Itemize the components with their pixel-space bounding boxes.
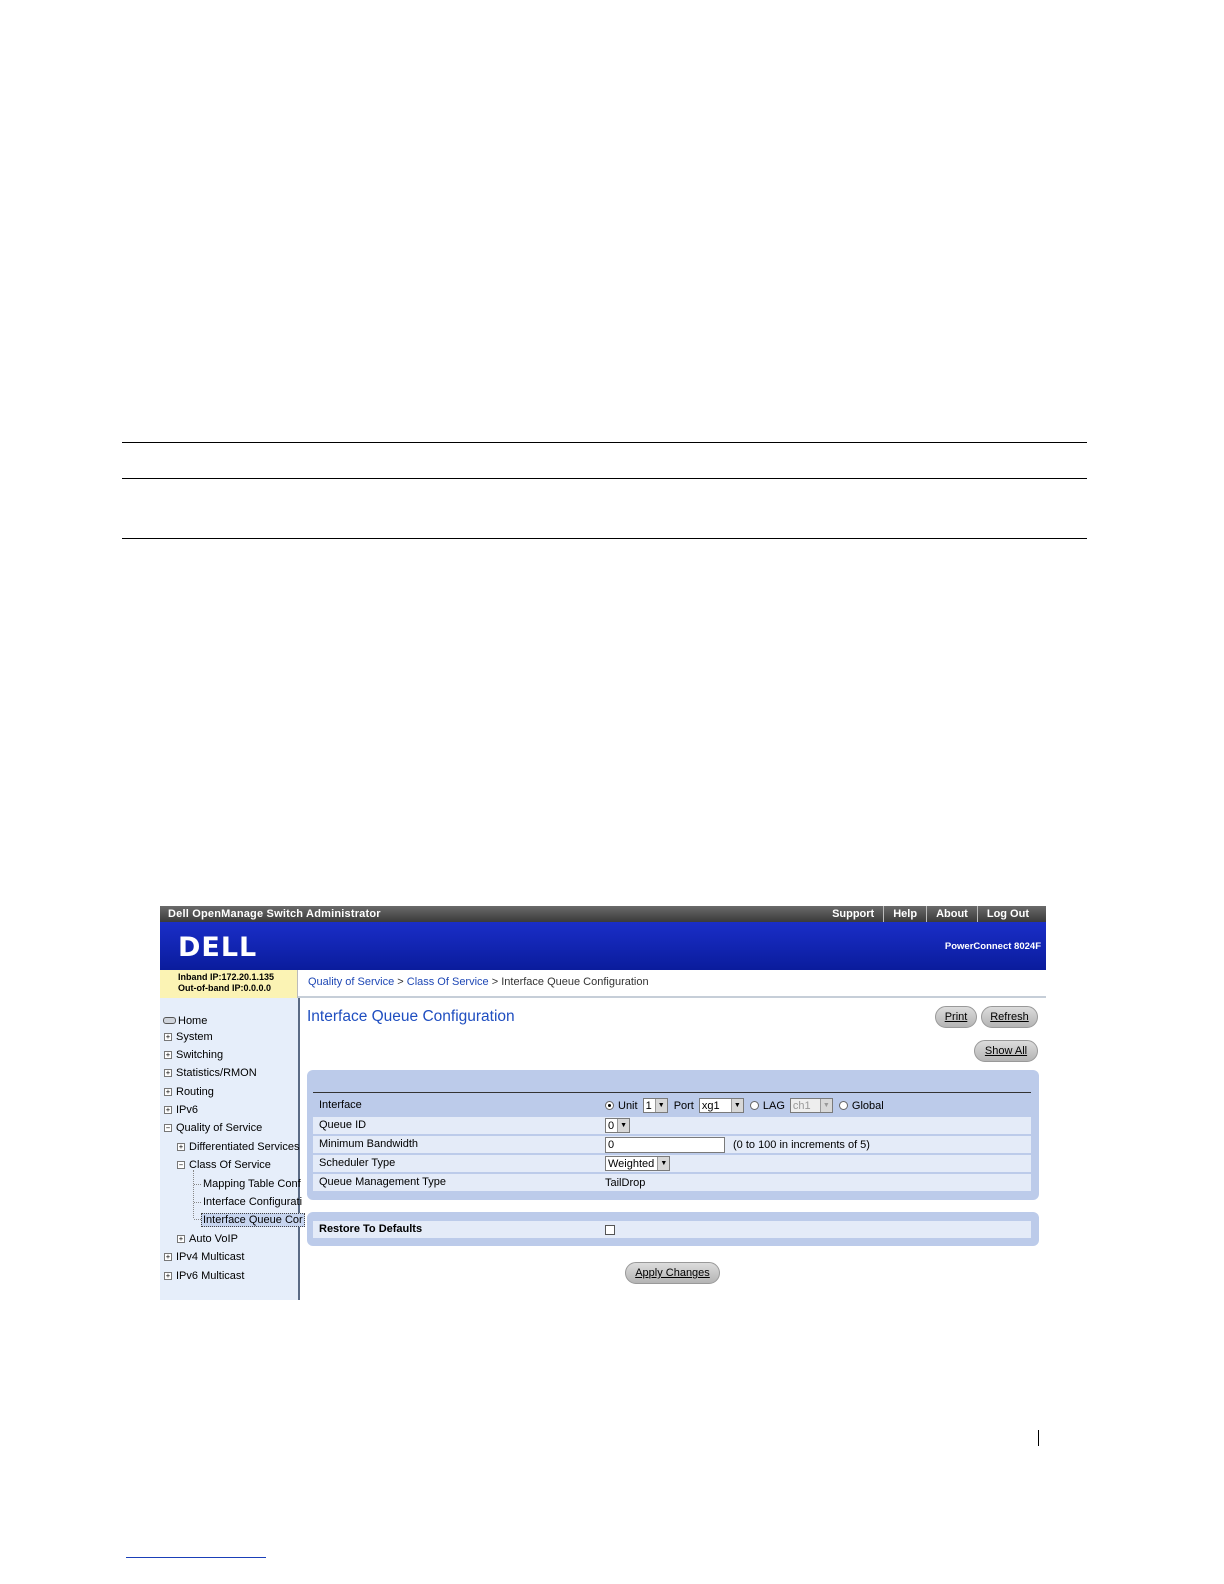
top-links (823, 906, 1038, 922)
queue-mgmt-row (313, 1174, 1031, 1191)
page-title: Interface Queue Configuration (307, 1008, 515, 1025)
breadcrumb-divider (298, 996, 1046, 998)
dell-logo: DELL (178, 932, 258, 963)
unit-select[interactable] (643, 1098, 668, 1113)
show-all-button[interactable]: Show All (974, 1040, 1038, 1062)
nav-item-switching[interactable] (164, 1049, 223, 1061)
restore-label: Restore To Defaults (319, 1223, 423, 1235)
min-bandwidth-label: Minimum Bandwidth (319, 1138, 419, 1150)
top-bar (160, 906, 1046, 922)
nav-item-routing[interactable] (164, 1086, 214, 1098)
expand-icon[interactable]: + (178, 1143, 184, 1151)
brand-bar (160, 922, 1046, 970)
expand-icon[interactable]: + (165, 1033, 171, 1041)
port-label: Port (673, 1099, 694, 1112)
scheduler-label: Scheduler Type (319, 1157, 396, 1169)
restore-checkbox[interactable] (605, 1225, 615, 1235)
breadcrumb-current: Interface Queue Configuration (501, 976, 649, 988)
print-button[interactable]: Print (935, 1006, 977, 1028)
nav-item-ipv6[interactable] (164, 1104, 198, 1116)
nav-label: Statistics/RMON (176, 1067, 257, 1079)
expand-icon[interactable]: + (165, 1088, 171, 1096)
nav-item-ipv6-multicast[interactable] (164, 1270, 244, 1282)
lag-select (790, 1098, 833, 1113)
about-link[interactable]: About (926, 906, 977, 922)
nav-item-cos[interactable] (177, 1159, 271, 1171)
switch-admin-screenshot (160, 906, 1046, 1300)
global-radio[interactable] (839, 1101, 848, 1110)
queue-mgmt-label: Queue Management Type (319, 1176, 446, 1188)
support-link[interactable]: Support (832, 908, 875, 920)
chevron-down-icon: ▼ (655, 1099, 667, 1112)
expand-icon[interactable]: + (165, 1272, 171, 1280)
chevron-down-icon: ▼ (820, 1099, 832, 1112)
nav-item-diffserv[interactable] (177, 1141, 299, 1153)
queue-config-panel (307, 1070, 1039, 1200)
nav-item-ipv4-multicast[interactable] (164, 1251, 244, 1263)
apply-changes-button[interactable]: Apply Changes (625, 1262, 720, 1284)
help-link[interactable]: Help (883, 906, 926, 922)
chevron-down-icon: ▼ (617, 1119, 629, 1132)
queue-id-label: Queue ID (319, 1119, 367, 1131)
app-title: Dell OpenManage Switch Administrator (168, 908, 381, 920)
expand-icon[interactable]: + (165, 1253, 171, 1261)
expand-icon[interactable]: + (178, 1235, 184, 1243)
collapse-icon[interactable]: − (178, 1161, 184, 1169)
interface-value (605, 1098, 884, 1113)
nav-item-home[interactable] (163, 1015, 207, 1027)
nav-label: IPv6 (176, 1104, 199, 1116)
restore-panel (307, 1212, 1039, 1246)
logout-link[interactable]: Log Out (977, 906, 1038, 922)
scheduler-row (313, 1155, 1031, 1172)
expand-icon[interactable]: + (165, 1051, 171, 1059)
min-bandwidth-input[interactable]: 0 (605, 1137, 725, 1153)
tree-connector (193, 1170, 194, 1218)
nav-label: Home (178, 1015, 208, 1027)
document-rule-bottom (122, 538, 1087, 539)
port-select-value: xg1 (701, 1099, 720, 1112)
restore-value (605, 1222, 615, 1237)
model-name: PowerConnect 8024F (944, 941, 1041, 952)
inband-ip: Inband IP:172.20.1.135 (178, 972, 275, 982)
home-icon (163, 1017, 176, 1024)
lag-label: LAG (762, 1099, 785, 1112)
tree-connector (194, 1184, 201, 1185)
breadcrumb-qos[interactable]: Quality of Service (308, 976, 395, 988)
ip-info (160, 970, 298, 998)
queue-mgmt-value: TailDrop (605, 1176, 646, 1189)
interface-row (313, 1097, 1031, 1114)
page-margin-bar (1038, 1430, 1039, 1446)
nav-label: Differentiated Services (189, 1141, 300, 1153)
queue-id-select-value: 0 (608, 1119, 615, 1132)
nav-label: Auto VoIP (189, 1233, 238, 1245)
breadcrumb-cos[interactable]: Class Of Service (406, 976, 489, 988)
port-select[interactable] (699, 1098, 744, 1113)
nav-label: Routing (176, 1086, 214, 1098)
tree-connector (194, 1202, 201, 1203)
lag-select-value: ch1 (792, 1099, 811, 1112)
nav-label: IPv4 Multicast (176, 1251, 245, 1263)
footer-rule (126, 1557, 266, 1558)
unit-select-value: 1 (645, 1099, 652, 1112)
min-bandwidth-value (605, 1137, 870, 1152)
nav-item-interface-config[interactable]: Interface Configurati (203, 1196, 303, 1208)
breadcrumb-separator: > (394, 976, 407, 988)
global-label: Global (851, 1099, 884, 1112)
nav-label: Quality of Service (176, 1122, 263, 1134)
tree-connector (194, 1219, 201, 1220)
scheduler-value (605, 1156, 676, 1171)
queue-id-select[interactable] (605, 1118, 630, 1133)
nav-tree (160, 998, 303, 1300)
interface-label: Interface (319, 1099, 362, 1111)
lag-radio[interactable] (750, 1101, 759, 1110)
nav-label: Switching (176, 1049, 224, 1061)
queue-id-value (605, 1118, 636, 1133)
breadcrumb (308, 976, 649, 988)
nav-item-mapping-table[interactable]: Mapping Table Conf (203, 1178, 301, 1190)
refresh-button[interactable]: Refresh (981, 1006, 1038, 1028)
expand-icon[interactable]: + (165, 1069, 171, 1077)
nav-item-system[interactable] (164, 1031, 213, 1043)
outofband-ip: Out-of-band IP:0.0.0.0 (178, 983, 272, 993)
unit-label: Unit (618, 1099, 638, 1112)
document-rule-top (122, 442, 1087, 443)
unit-radio[interactable] (605, 1101, 614, 1110)
nav-item-autovoip[interactable] (177, 1233, 238, 1245)
nav-label: System (176, 1031, 213, 1043)
nav-item-qos[interactable] (164, 1122, 262, 1134)
restore-row (313, 1221, 1031, 1238)
queue-id-row (313, 1117, 1031, 1134)
expand-icon[interactable]: + (165, 1106, 171, 1114)
chevron-down-icon: ▼ (731, 1099, 743, 1112)
breadcrumb-separator: > (488, 976, 502, 988)
nav-item-interface-queue[interactable]: Interface Queue Cor (203, 1214, 303, 1226)
scheduler-select-value: Weighted (608, 1157, 655, 1170)
nav-label: Class Of Service (189, 1159, 271, 1171)
document-rule-middle (122, 478, 1087, 479)
collapse-icon[interactable]: − (165, 1124, 171, 1132)
min-bandwidth-row (313, 1136, 1031, 1153)
panel-divider (313, 1092, 1031, 1093)
chevron-down-icon: ▼ (657, 1157, 669, 1170)
min-bandwidth-hint: (0 to 100 in increments of 5) (733, 1138, 870, 1151)
nav-label: IPv6 Multicast (176, 1270, 245, 1282)
scheduler-select[interactable] (605, 1156, 670, 1171)
nav-item-statistics[interactable] (164, 1067, 257, 1079)
